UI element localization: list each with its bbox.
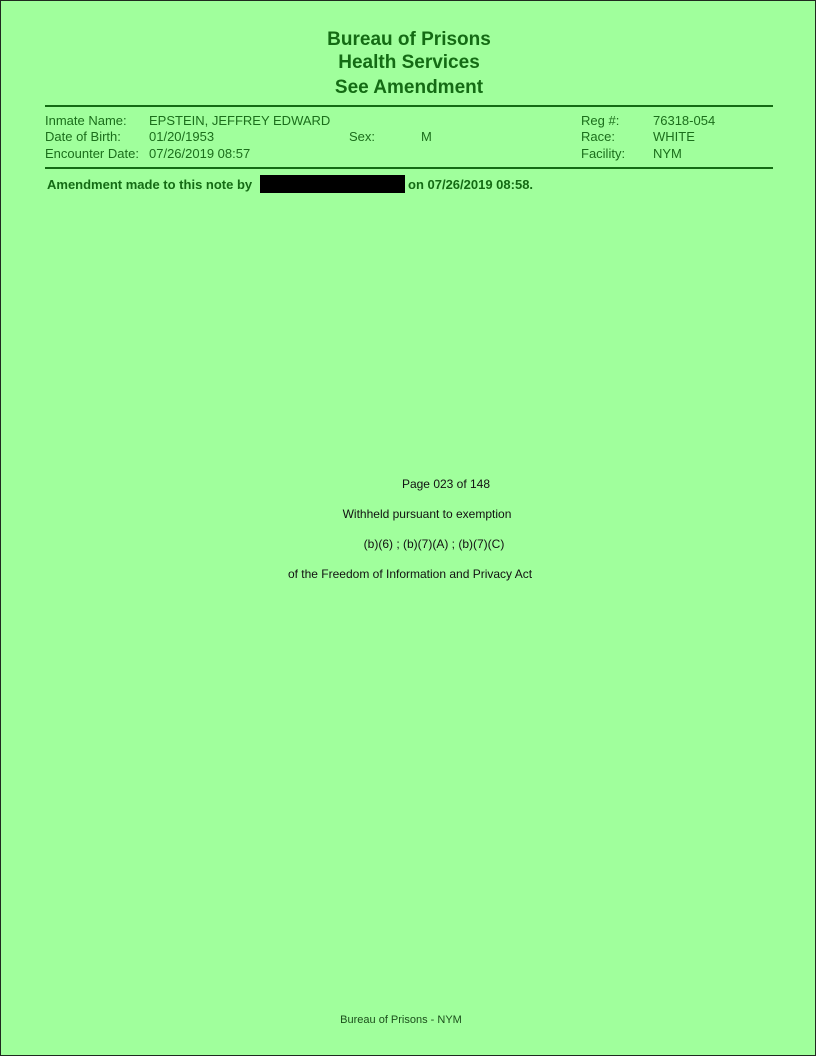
dob-label: Date of Birth: (45, 129, 121, 144)
foia-exemptions: (b)(6) ; (b)(7)(A) ; (b)(7)(C) (363, 537, 505, 551)
inmate-name-value: EPSTEIN, JEFFREY EDWARD (149, 113, 331, 128)
header-amendment-title: See Amendment (334, 77, 484, 98)
facility-value: NYM (653, 146, 682, 161)
encounter-date-value: 07/26/2019 08:57 (149, 146, 251, 161)
amendment-suffix: on 07/26/2019 08:58. (408, 177, 534, 192)
header-title: Bureau of Prisons (327, 29, 491, 50)
dob-value: 01/20/1953 (149, 129, 215, 144)
foia-page-number: Page 023 of 148 (401, 477, 491, 491)
race-value: WHITE (653, 129, 695, 144)
header-divider-bottom (45, 167, 773, 169)
race-label: Race: (581, 129, 615, 144)
header-subtitle: Health Services (338, 52, 480, 73)
facility-label: Facility: (581, 146, 626, 161)
reg-number-label: Reg #: (581, 113, 620, 128)
reg-number-value: 76318-054 (653, 113, 716, 128)
page-footer: Bureau of Prisons - NYM (340, 1014, 462, 1026)
amendment-prefix: Amendment made to this note by (47, 177, 253, 192)
inmate-name-label: Inmate Name: (45, 113, 127, 128)
sex-value: M (421, 129, 432, 144)
foia-act-text: of the Freedom of Information and Privacy Act (287, 567, 533, 581)
foia-withheld-text: Withheld pursuant to exemption (342, 507, 512, 521)
header-divider-top (45, 105, 773, 107)
encounter-date-label: Encounter Date: (45, 146, 139, 161)
sex-label: Sex: (349, 129, 376, 144)
redaction-box (260, 175, 405, 193)
